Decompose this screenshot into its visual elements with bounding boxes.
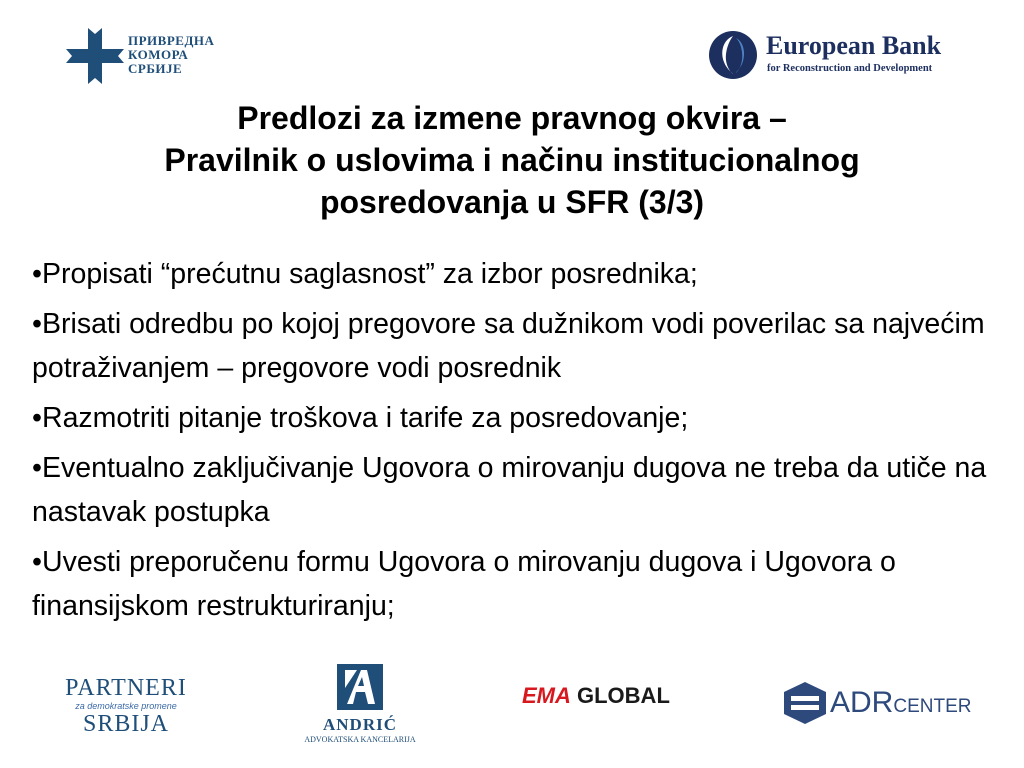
andric-name: ANDRIĆ bbox=[323, 715, 397, 734]
pks-line: КОМОРА bbox=[128, 47, 189, 62]
ema-global-logo bbox=[522, 683, 670, 709]
partneri-logo bbox=[56, 675, 196, 745]
pks-line: СРБИЈЕ bbox=[128, 61, 183, 76]
pks-logo bbox=[66, 26, 236, 86]
andric-subtitle: ADVOKATSKA KANCELARIJA bbox=[304, 735, 416, 744]
pks-line: ПРИВРЕДНА bbox=[128, 33, 215, 48]
adr-part: ADR bbox=[830, 686, 894, 719]
partneri-name: PARTNERI bbox=[65, 675, 187, 701]
pks-name bbox=[128, 34, 214, 76]
adr-shield-icon bbox=[782, 680, 828, 726]
ebrd-logo bbox=[708, 28, 970, 82]
ebrd-name: European Bank bbox=[766, 31, 942, 60]
partneri-tagline: za demokratske promene bbox=[75, 701, 177, 711]
bullet-item bbox=[32, 302, 992, 390]
bullet-list bbox=[32, 252, 992, 634]
title-line: posredovanja u SFR (3/3) bbox=[319, 184, 705, 220]
center-part: CENTER bbox=[893, 696, 972, 717]
adr-name bbox=[830, 686, 971, 724]
pks-cross-icon bbox=[66, 28, 124, 84]
bullet-item bbox=[32, 446, 992, 534]
ebrd-subtitle: for Reconstruction and Development bbox=[767, 63, 933, 74]
global-part: GLOBAL bbox=[570, 683, 670, 708]
bullet-item bbox=[32, 252, 992, 296]
bullet-item bbox=[32, 540, 992, 628]
bullet-item bbox=[32, 396, 992, 440]
bullet-dot: • bbox=[32, 308, 42, 340]
bullet-dot: • bbox=[32, 452, 42, 484]
bullet-text: Brisati odredbu po kojoj pregovore sa dužnikom vodi poverilac sa najvećim potraživanjem – pregovore vodi posrednik bbox=[32, 308, 985, 384]
bullet-text: Eventualno zaključivanje Ugovora o mirovanju dugova ne treba da utiče na nastavak postupka bbox=[32, 452, 987, 528]
partneri-country: SRBIJA bbox=[82, 711, 170, 737]
andric-logo bbox=[300, 664, 420, 754]
adr-center-logo bbox=[782, 680, 972, 728]
ema-part: EMA bbox=[522, 683, 571, 708]
bullet-dot: • bbox=[32, 546, 42, 578]
title-line: Pravilnik o uslovima i načinu institucionalnog bbox=[164, 142, 860, 178]
bullet-text: Uvesti preporučenu formu Ugovora o mirovanju dugova i Ugovora o finansijskom restrukturiranju; bbox=[32, 546, 896, 622]
andric-a-icon bbox=[337, 664, 383, 710]
ebrd-icon bbox=[708, 30, 758, 80]
slide-title bbox=[60, 97, 964, 223]
bullet-text: Razmotriti pitanje troškova i tarife za posredovanje; bbox=[41, 402, 689, 434]
title-line: Predlozi za izmene pravnog okvira – bbox=[237, 100, 787, 136]
bullet-text: Propisati “prećutnu saglasnost” za izbor posrednika; bbox=[41, 258, 698, 290]
bullet-dot: • bbox=[32, 402, 42, 434]
bullet-dot: • bbox=[32, 258, 42, 290]
